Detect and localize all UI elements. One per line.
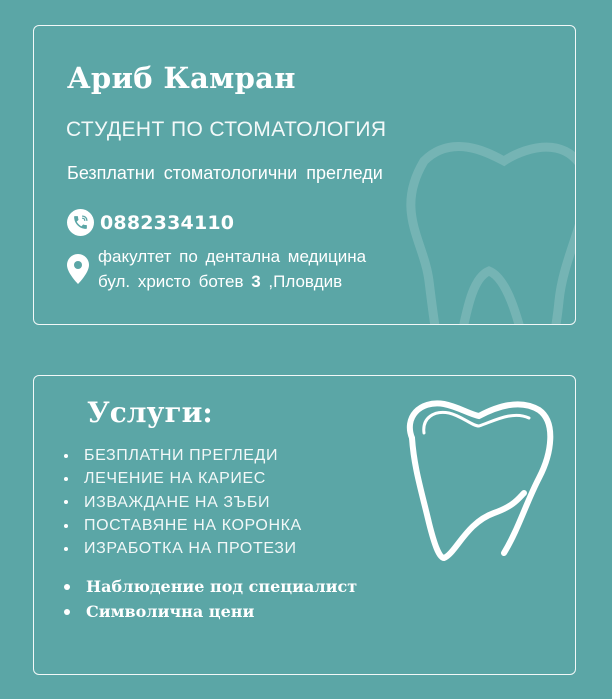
address-street: бул. христо ботев xyxy=(98,272,244,291)
services-title: Услуги: xyxy=(87,396,213,429)
address-number: 3 xyxy=(251,272,261,291)
phone-number[interactable]: 0882334110 xyxy=(100,211,235,234)
tooth-outline-icon xyxy=(394,121,576,325)
tooth-icon xyxy=(394,398,554,563)
job-title: СТУДЕНТ ПО СТОМАТОЛОГИЯ xyxy=(66,118,387,141)
extras-list xyxy=(64,574,357,624)
bullet xyxy=(64,454,68,458)
extra-label: Наблюдение под специалист xyxy=(86,577,358,596)
location-pin-icon xyxy=(67,244,93,294)
list-item xyxy=(64,574,357,599)
service-label: ИЗРАБОТКА НА ПРОТЕЗИ xyxy=(84,540,297,558)
list-item xyxy=(64,467,302,490)
service-label: БЕЗПЛАТНИ ПРЕГЛЕДИ xyxy=(84,447,279,464)
address xyxy=(67,244,366,294)
address-city: ,Пловдив xyxy=(260,272,343,291)
service-label: ПОСТАВЯНЕ НА КОРОНКА xyxy=(84,516,302,534)
bullet xyxy=(64,500,68,504)
bullet xyxy=(64,547,68,551)
bullet xyxy=(64,609,70,615)
contact-card xyxy=(33,25,576,325)
list-item xyxy=(64,599,357,624)
address-line-2 xyxy=(98,269,366,294)
services-list xyxy=(64,444,302,560)
bullet xyxy=(64,477,68,481)
bullet xyxy=(64,524,68,528)
extra-label: Символична цени xyxy=(86,602,255,621)
phone-icon xyxy=(67,209,94,236)
phone-row[interactable] xyxy=(67,209,234,236)
list-item xyxy=(64,491,302,514)
list-item xyxy=(64,537,302,560)
list-item xyxy=(64,444,302,467)
person-name: Ариб Камран xyxy=(67,61,296,95)
service-label: ИЗВАЖДАНЕ НА ЗЪБИ xyxy=(84,493,271,511)
bullet xyxy=(64,584,70,590)
address-line-1: факултет по дентална медицина xyxy=(98,247,367,266)
tagline: Безплатни стоматологични прегледи xyxy=(67,163,383,183)
list-item xyxy=(64,514,302,537)
services-card xyxy=(33,375,576,675)
service-label: ЛЕЧЕНИЕ НА КАРИЕС xyxy=(84,470,266,488)
